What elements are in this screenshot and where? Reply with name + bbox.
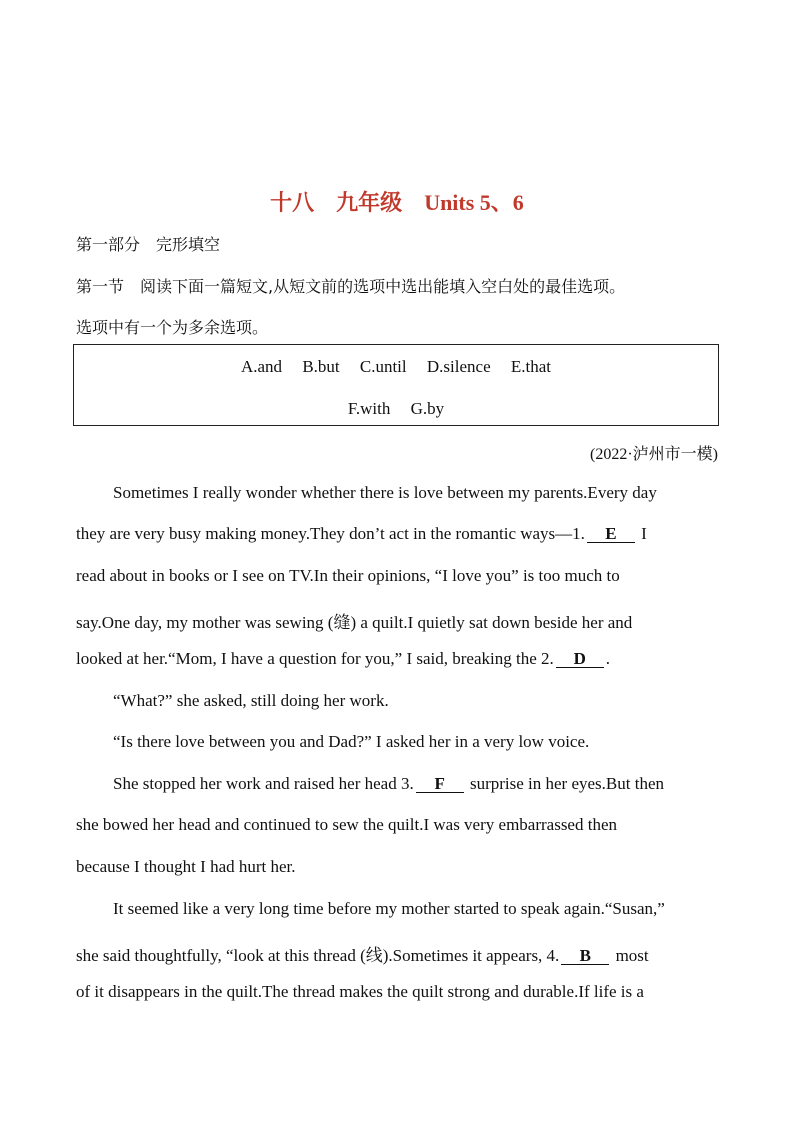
- section-instruction-line2: 选项中有一个为多余选项。: [76, 318, 269, 337]
- option-c: C.until: [359, 357, 407, 376]
- part-heading: 第一部分 完形填空: [76, 235, 221, 254]
- line-text: It seemed like a very long time before my mother started to speak again.“Susan,”: [113, 899, 665, 918]
- option-b: B.but: [302, 357, 340, 376]
- answer-blank: B: [561, 947, 609, 965]
- line-text: Sometimes I really wonder whether there is love between my parents.Every day: [113, 483, 657, 502]
- line-text: looked at her.“Mom, I have a question for you,” I said, breaking the 2.: [76, 649, 554, 668]
- line-text: “What?” she asked, still doing her work.: [113, 691, 389, 710]
- answer-blank: E: [587, 525, 635, 543]
- option-d: D.silence: [426, 357, 491, 376]
- options-row-1: [74, 357, 718, 377]
- passage-line: [76, 815, 718, 835]
- passage-line: [76, 774, 755, 794]
- source-citation: (2022·泸州市一模): [590, 446, 718, 463]
- option-f: F.with: [347, 399, 391, 418]
- passage-line: [76, 649, 718, 669]
- line-text-after: .: [605, 649, 611, 668]
- line-text: She stopped her work and raised her head 3.: [113, 774, 414, 793]
- title-units: Units 5、6: [424, 190, 524, 215]
- answer-blank: D: [556, 650, 604, 668]
- option-a: A.and: [240, 357, 283, 376]
- line-text-after: most: [611, 946, 649, 965]
- passage-line: [76, 857, 718, 877]
- options-row-2: [74, 399, 718, 419]
- passage-line: [76, 941, 718, 966]
- passage-line: [76, 524, 718, 544]
- passage-line: [76, 732, 755, 752]
- line-text: she said thoughtfully, “look at this thread (线).Sometimes it appears, 4.: [76, 946, 560, 965]
- passage-line: [76, 982, 718, 1002]
- title-chinese: 十八 九年级: [270, 191, 403, 216]
- line-text: “Is there love between you and Dad?” I asked her in a very low voice.: [113, 732, 590, 751]
- passage-line: [76, 608, 718, 633]
- answer-blank: F: [416, 775, 464, 793]
- option-g: G.by: [410, 399, 445, 418]
- line-text: she bowed her head and continued to sew the quilt.I was very embarrassed then: [76, 815, 617, 834]
- options-box: [73, 344, 719, 426]
- passage-line: [76, 691, 755, 711]
- page-title: [0, 186, 794, 217]
- line-text: because I thought I had hurt her.: [76, 857, 296, 876]
- line-text: of it disappears in the quilt.The thread makes the quilt strong and durable.If life is a: [76, 982, 644, 1001]
- passage-line: [76, 566, 718, 586]
- line-text-after: surprise in her eyes.But then: [465, 774, 665, 793]
- line-text: say.One day, my mother was sewing (缝) a quilt.I quietly sat down beside her and: [76, 613, 633, 632]
- section-instruction-line1: 第一节 阅读下面一篇短文,从短文前的选项中选出能填入空白处的最佳选项。: [76, 277, 626, 296]
- line-text: they are very busy making money.They don’t act in the romantic ways—1.: [76, 524, 585, 543]
- passage-line: [76, 899, 755, 919]
- line-text-after: I: [636, 524, 647, 543]
- option-e: E.that: [510, 357, 552, 376]
- line-text: read about in books or I see on TV.In their opinions, “I love you” is too much to: [76, 566, 620, 585]
- passage-line: [76, 483, 755, 503]
